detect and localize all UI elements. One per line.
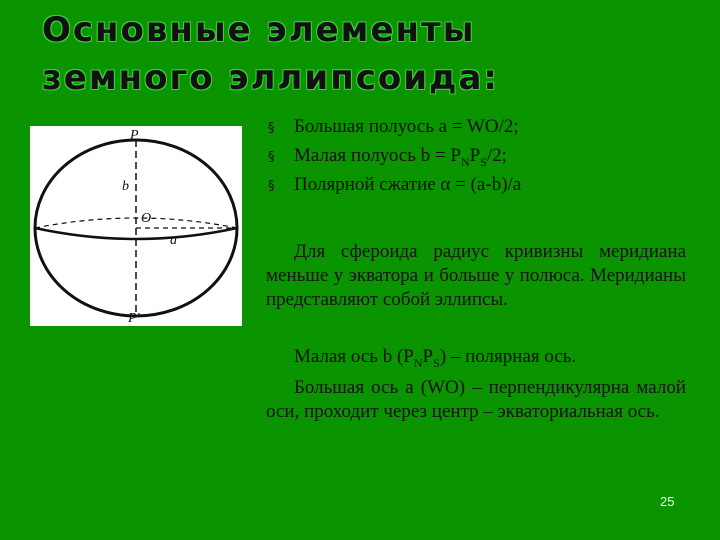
label-b: b [122, 179, 129, 194]
label-pole-north: P [130, 128, 139, 143]
bullet-list [268, 112, 688, 199]
subscript-n: N [460, 154, 470, 169]
bullet-text-part: /2; [486, 145, 507, 166]
para-text-part: ) – полярная ось. [439, 346, 577, 367]
subscript-n: N [413, 355, 423, 370]
bullet-text-part: Малая полуось b = P [294, 145, 461, 166]
bullet-item [268, 170, 688, 199]
label-pole-south: P' [128, 311, 140, 326]
slide-title [42, 6, 682, 102]
title-line-1: Основные элементы [42, 10, 476, 50]
subscript-s: S [433, 355, 440, 370]
bullet-text: Полярной сжатие α = (a-b)/a [294, 174, 522, 195]
bullet-marker: § [268, 150, 275, 165]
subscript-s: S [480, 154, 487, 169]
para-text-part: Малая ось b (P [294, 346, 414, 367]
bullet-item [268, 112, 688, 141]
title-line-2: земного эллипсоида: [42, 58, 500, 98]
para-text-part: P [422, 346, 434, 367]
bullet-marker: § [268, 121, 275, 136]
label-a: a [170, 233, 177, 248]
bullet-text-part: P [469, 145, 481, 166]
paragraph-spheroid: Для сфероида радиус кривизны меридиана меньше у экватора и больше у полюса. Меридианы представляют собой эллипсы. [266, 241, 686, 310]
bullet-marker: § [268, 179, 275, 194]
paragraph-major-axis: Большая ось a (WO) – перпендикулярна малой оси, проходит через центр – экваториальная ось. [266, 377, 686, 422]
page-number: 25 [660, 494, 675, 509]
label-center: O [141, 211, 152, 226]
ellipsoid-figure [30, 126, 242, 326]
bullet-text: Большая полуось a = WO/2; [294, 116, 519, 137]
bullet-item [268, 141, 688, 170]
ellipsoid-diagram [30, 126, 242, 326]
paragraph-minor-axis [266, 345, 686, 375]
